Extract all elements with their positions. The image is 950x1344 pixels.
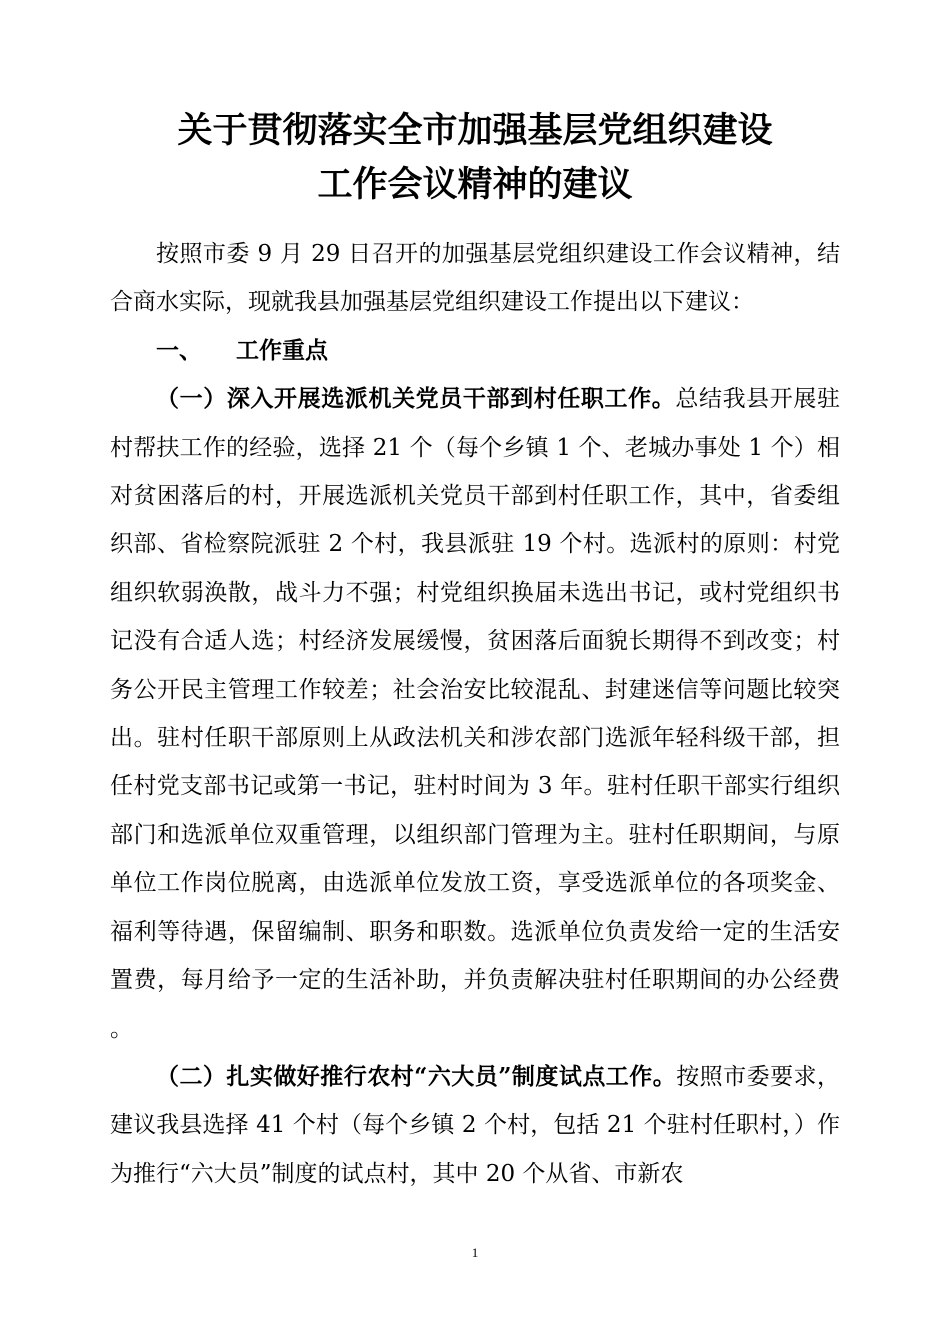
item-2-lead: （二）扎实做好推行农村“六大员”制度试点工作。	[156, 1062, 677, 1090]
item-1-paragraph	[110, 375, 840, 1053]
document-title-line-1: 关于贯彻落实全市加强基层党组织建设	[177, 110, 773, 151]
item-2-text: 按照市委要求，建议我县选择 41 个村（每个乡镇 2 个村，包括 21 个驻村任职村，）作为推行“六大员”制度的试点村，其中 20 个从省、市新农	[110, 1063, 841, 1187]
item-2-paragraph	[110, 1053, 840, 1198]
section-heading	[110, 327, 840, 375]
document-body	[110, 230, 840, 1198]
page-number: 1	[471, 1245, 479, 1260]
item-1-lead: （一）深入开展选派机关党员干部到村任职工作。	[156, 385, 676, 413]
section-title: 工作重点	[236, 336, 328, 364]
item-1-text: 总结我县开展驻村帮扶工作的经验，选择 21 个（每个乡镇 1 个、老城办事处 1 个）相对贫困落后的村，开展选派机关党员干部到村任职工作，其中，省委组织部、省检察院派驻 2 个村，我县派驻 19 个村。选派村的原则：村党组织软弱涣散，战斗力不强；村党组织换届未选出书记，或村党组织书记没有合适人选；村经济发展缓慢，贫困落后面貌长期得不到改变；村务公开民主管理工作较差；社会治安比较混乱、封建迷信等问题比较突出。驻村任职干部原则上从政法机关和涉农部门选派年轻科级干部，担任村党支部书记或第一书记，驻村时间为 3 年。驻村任职干部实行组织部门和选派单位双重管理，以组织部门管理为主。驻村任职期间，与原单位工作岗位脱离，由选派单位发放工资，享受选派单位的各项奖金、福利等待遇，保留编制、职务和职数。选派单位负责发给一定的生活安置费，每月给予一定的生活补助，并负责解决驻村任职期间的办公经费。	[110, 386, 841, 1042]
section-number: 一、	[156, 336, 202, 364]
intro-paragraph: 按照市委 9 月 29 日召开的加强基层党组织建设工作会议精神，结合商水实际，现就我县加强基层党组织建设工作提出以下建议：	[110, 241, 840, 316]
document-title-line-2: 工作会议精神的建议	[317, 164, 633, 205]
